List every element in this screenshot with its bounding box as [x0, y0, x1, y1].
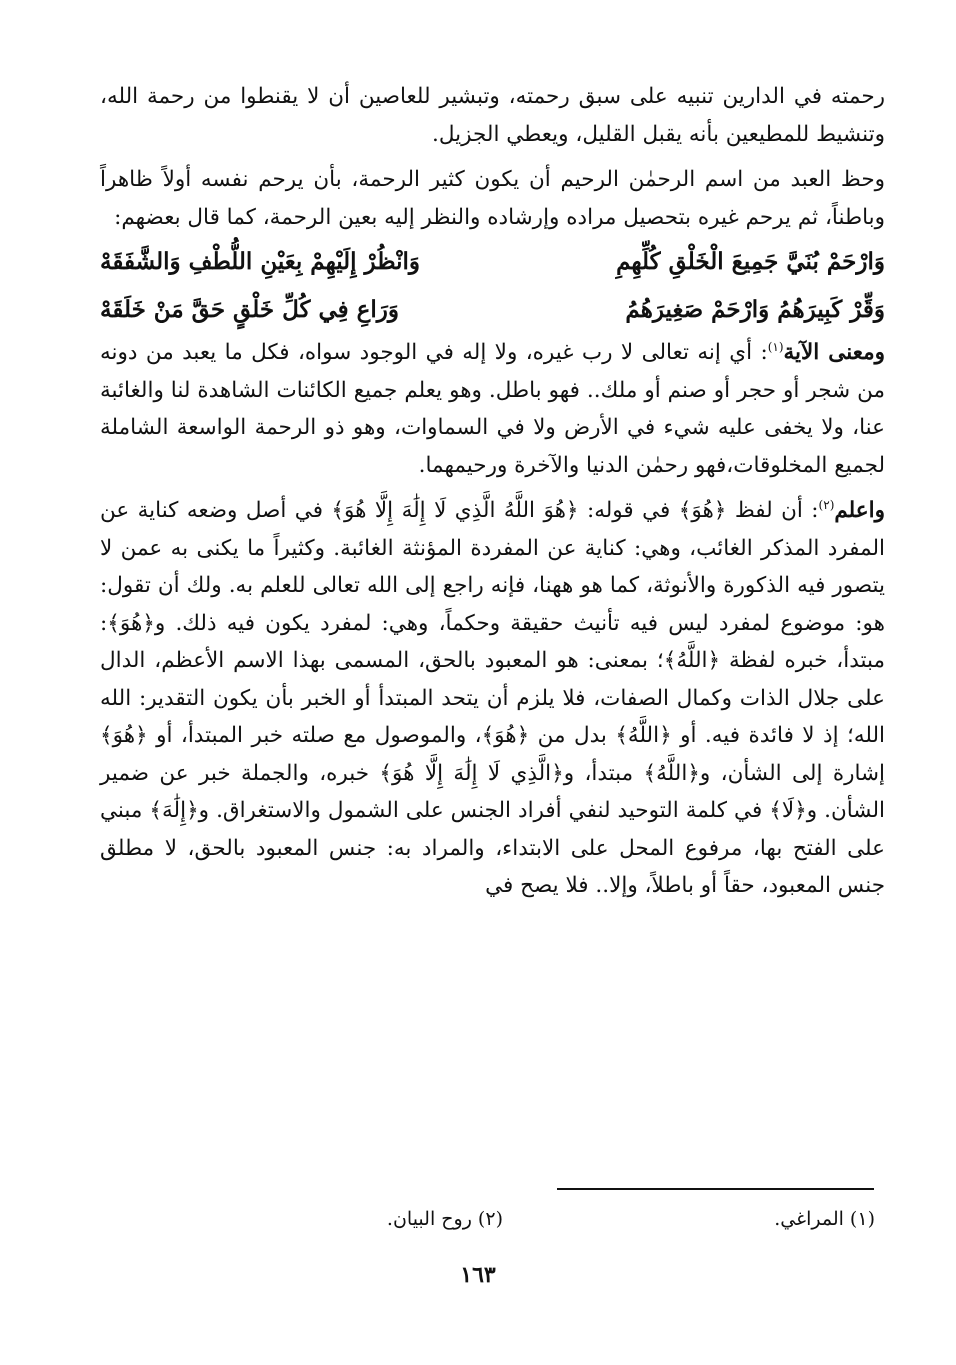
paragraph-1: رحمته في الدارين تنبيه على سبق رحمته، وتبشير للعاصين أن لا يقنطوا من رحمة الله، وتنشيط للمطيعين بأنه يقبل القليل، ويعطي الجزيل.: [100, 84, 885, 147]
paragraph-3-lead: ومعنى الآية: [783, 340, 885, 365]
footnote-separator: [557, 1188, 874, 1190]
verse-1-first-hemistich: وَارْحَمْ بُنَيَّ جَمِيعَ الْخَلْقِ كُلِّهِمِ: [616, 248, 885, 275]
page-number: ١٦٣: [460, 1262, 496, 1288]
poem-verses: [100, 238, 885, 334]
verse-line-1: [100, 238, 885, 286]
footnote-ref-2: (٢): [818, 497, 835, 512]
footnote-ref-1: (١): [767, 339, 784, 354]
paragraph-2: وحظ العبد من اسم الرحمٰن الرحيم أن يكون كثير الرحمة، بأن يرحم نفسه أولاً ظاهراً وباطناً، ثم يرحم غيره بتحصيل مراده وإرشاده والنظر إليه بعين الرحمة، كما قال بعضهم:: [100, 167, 885, 230]
paragraph-3-text: : أي إنه تعالى لا رب غيره، ولا إله في الوجود سواه، فكل ما يعبد من دونه من شجر أو حجر أو صنم أو ملك.. فهو باطل. وهو يعلم جميع الكائنات الشاهدة لنا والغائبة عنا، ولا يخفى عليه شيء في الأرض ولا في السماوات، وهو ذو الرحمة الواسعة الشاملة لجميع المخلوقات،فهو رحمٰن الدنيا والآخرة ورحيمهما.: [100, 340, 885, 478]
footnotes: [100, 1208, 875, 1230]
footnote-2: (٢) روح البيان.: [386, 1208, 503, 1230]
paragraph-4: [100, 492, 885, 905]
verse-line-2: [100, 286, 885, 334]
verse-2-second-hemistich: وَرَاعِ فِي كُلِّ خَلْقٍ حَقَّ مَنْ خَلَقَهْ: [100, 296, 399, 323]
page-body: [100, 78, 885, 905]
paragraph-4-text: : أن لفظ ﴿هُوَ﴾ في قوله: ﴿هُوَ اللَّهُ الَّذِي لَا إِلَٰهَ إِلَّا هُوَ﴾ في أصل وضعه كناية عن المفرد المذكر الغائب، وهي: كناية عن المفردة المؤنثة الغائبة. وكثيراً ما يكنى به عمن لا يتصور فيه الذكورة والأنوثة، كما هو ههنا، فإنه راجع إلى الله تعالى للعلم به. ولك أن تقول: هو: موضوع لمفرد ليس فيه تأنيث حقيقة وحكماً، وهي: لمفرد يكون فيه ذلك. و﴿هُوَ﴾: مبتدأ، خبره لفظة ﴿اللَّهُ﴾؛ بمعنى: هو المعبود بالحق، المسمى بهذا الاسم الأعظم، الدال على جلال الذات وكمال الصفات، فلا يلزم أن يتحد المبتدأ أو الخبر بأن يكون التقدير: الله الله؛ إذ لا فائدة فيه. أو ﴿اللَّهُ﴾ بدل من ﴿هُوَ﴾، والموصول مع صلته خبر المبتدأ، أو ﴿هُوَ﴾ إشارة إلى الشأن، و﴿اللَّهُ﴾ مبتدأ، و﴿الَّذِي لَا إِلَٰهَ إِلَّا هُوَ﴾ خبره، والجملة خبر عن ضمير الشأن. و﴿لَا﴾ في كلمة التوحيد لنفي أفراد الجنس على الشمول والاستغراق. و﴿إِلَٰهَ﴾ مبني على الفتح بها، مرفوع المحل على الابتداء، والمراد به: جنس المعبود بالحق، لا مطلق جنس المعبود، حقاً أو باطلاً، وإلا.. فلا يصح في: [100, 498, 885, 898]
paragraph-3: [100, 334, 885, 484]
footnote-1: (١) المراغي.: [774, 1208, 875, 1230]
paragraph-4-lead: واعلم: [834, 498, 885, 523]
verse-2-first-hemistich: وَقِّرْ كَبِيرَهُمُ وَارْحَمْ صَغِيرَهُمُ: [625, 296, 885, 323]
verse-1-second-hemistich: وَانْظُرْ إِلَيْهِمْ بِعَيْنِ اللُّطْفِ وَالشَّفَقَهْ: [100, 248, 420, 275]
